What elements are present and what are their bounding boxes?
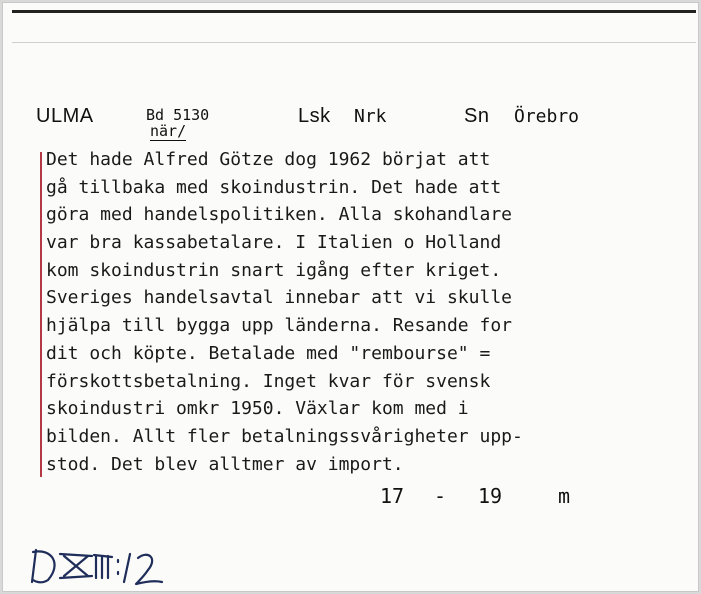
margin-line bbox=[40, 152, 42, 477]
text-line: hjälpa till bygga upp länderna. Resande for bbox=[46, 315, 512, 337]
text-line: stod. Det blev alltmer av import. bbox=[46, 453, 404, 475]
faint-rule bbox=[12, 42, 696, 43]
handwritten-signature bbox=[30, 542, 170, 588]
page-from: 17 bbox=[380, 484, 405, 508]
socken-label: Sn bbox=[464, 105, 490, 127]
text-line: Det hade Alfred Götze dog 1962 börjat att bbox=[46, 149, 491, 170]
volume-sub: när/ bbox=[150, 122, 187, 140]
text-line: skoindustri omkr 1950. Växlar kom med i bbox=[46, 398, 469, 420]
landskap-label: Lsk bbox=[298, 105, 331, 127]
text-line: göra med handelspolitiken. Alla skohandlare bbox=[46, 204, 512, 226]
card-body-text bbox=[46, 146, 523, 478]
text-line: bilden. Allt fler betalningssvårigheter upp- bbox=[46, 425, 523, 447]
socken-value: Örebro bbox=[514, 106, 580, 127]
archive-card bbox=[2, 2, 699, 592]
text-line: var bra kassabetalare. I Italien o Holland bbox=[46, 232, 502, 254]
volume-number: Bd 5130 bbox=[146, 106, 210, 124]
landskap-value: Nrk bbox=[354, 106, 387, 127]
text-line: förskottsbetalning. Inget kvar för svensk bbox=[46, 370, 491, 392]
text-line: dit och köpte. Betalade med "rembourse" = bbox=[46, 342, 491, 364]
page-dash: - bbox=[434, 484, 447, 508]
text-line: kom skoindustrin snart igång efter kriget. bbox=[46, 259, 502, 281]
page-unit: m bbox=[558, 484, 571, 508]
page-to: 19 bbox=[478, 484, 503, 508]
archive-name: ULMA bbox=[36, 105, 94, 127]
text-line: Sveriges handelsavtal innebar att vi skulle bbox=[46, 287, 512, 309]
top-rule bbox=[12, 10, 696, 13]
text-line: gå tillbaka med skoindustrin. Det hade att bbox=[46, 176, 502, 198]
